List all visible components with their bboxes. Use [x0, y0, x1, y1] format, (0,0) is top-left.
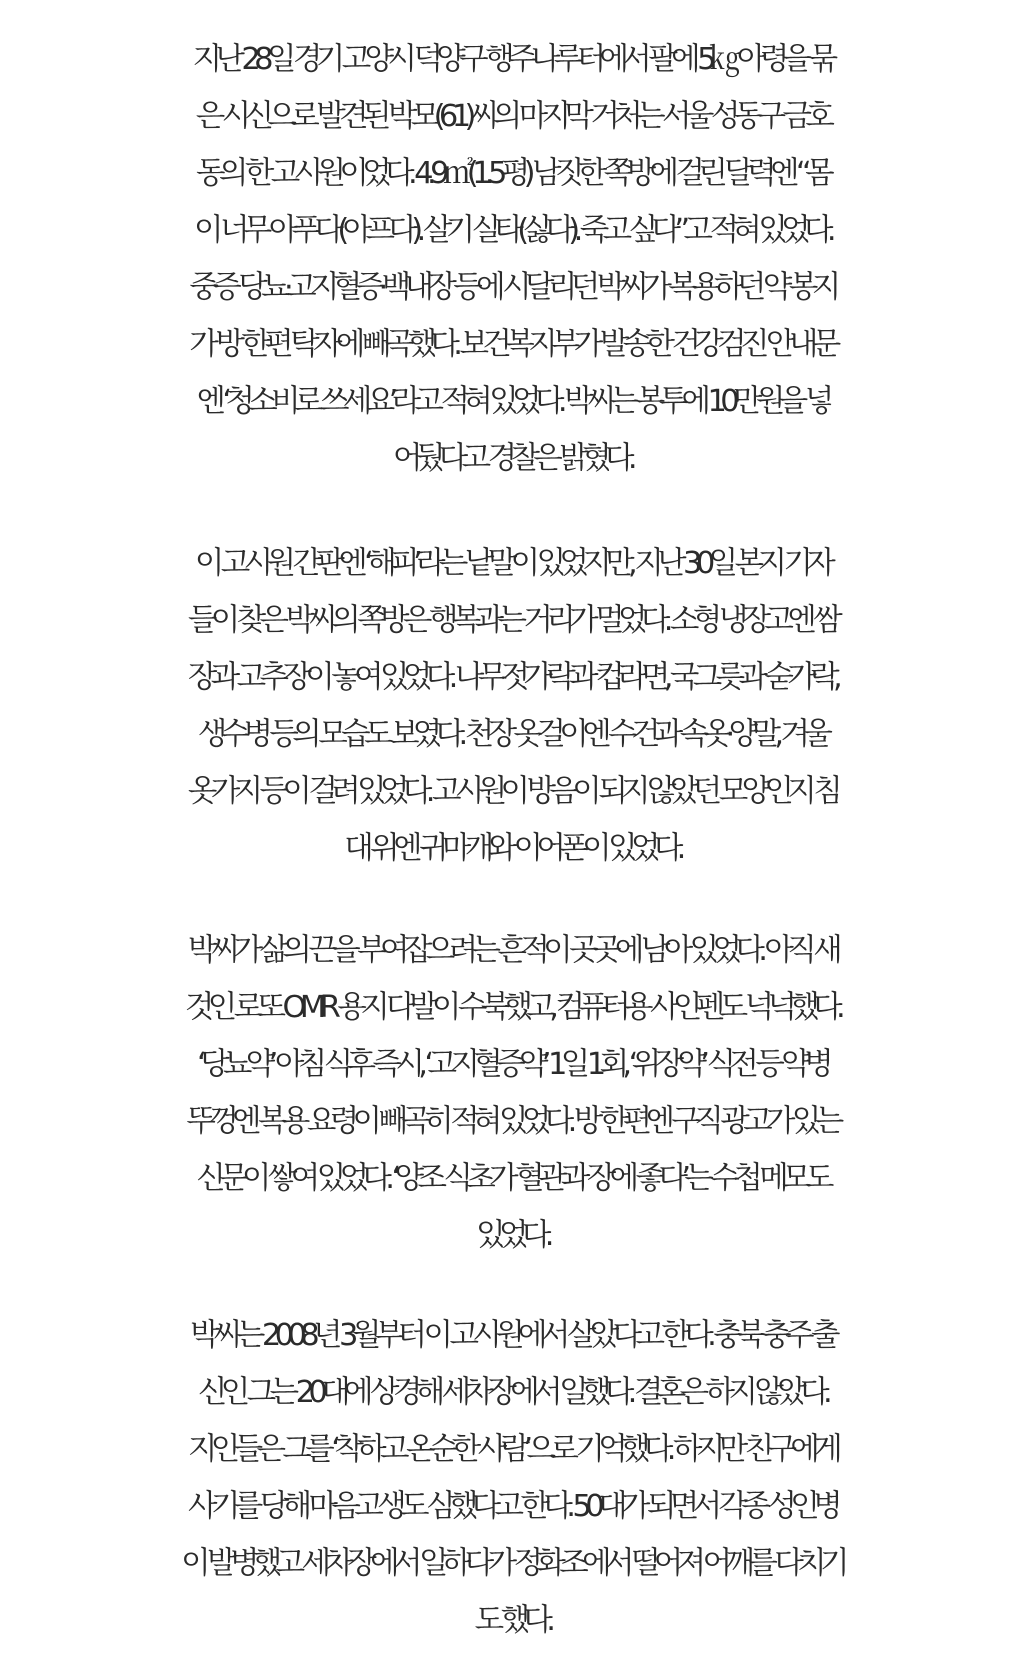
text-line: 엔 ‘청소비로 쓰세요’라고 적혀 있었다. 박씨는 봉투에 10만원을 넣 [196, 384, 828, 419]
text-line: 생수병 등의 모습도 보였다. 천장 옷걸이엔 수건과 속옷·양말, 겨울 [197, 717, 827, 752]
text-line: 이 고시원 간판엔 ‘해피’라는 낱말이 있었지만, 지난 30일 본지 기자 [194, 546, 830, 581]
text-line: 신문이 쌓여 있었다. ‘양조 식초가 혈관과 장에 좋다’는 수첩 메모도 [196, 1161, 828, 1196]
text-line: 사기를 당해 마음고생도 심했다고 한다. 50대가 되면서 각종 성인병 [188, 1489, 836, 1524]
paragraph [0, 1307, 1024, 1649]
text-line: ‘당뇨약’ 아침 식후 즉시, ‘고지혈증약’ 1일 1회, ‘위장약’ 식전 등 약병 [196, 1047, 828, 1082]
text-line: 중증 당뇨·고지혈증·백내장 등에 시달리던 박씨가 복용하던 약 봉지 [189, 270, 835, 305]
paragraph [0, 31, 1024, 487]
text-line: 신인 그는 20대에 상경해 세차장에서 일했다. 결혼은 하지 않았다. [197, 1375, 827, 1410]
text-line: 지인들은 그를 ‘착하고 온순한 사람’으로 기억했다. 하지만 친구에게 [187, 1432, 837, 1467]
text-line: 옷가지 등이 걸려 있었다. 고시원이 방음이 되지 않았던 모양인지 침 [187, 774, 837, 809]
text-line: 지난 28일 경기 고양시 덕양구 행주나루터에서 팔에 5㎏ 아령을 묶 [192, 42, 832, 77]
paragraph [0, 922, 1024, 1264]
text-line: 이 발병했고 세차장에서 일하다가 정화조에서 떨어져 어깨를 다치기 [181, 1546, 843, 1581]
text-line: 도 했다. [474, 1603, 550, 1638]
text-line: 박씨가 삶의 끈을 부여잡으려는 흔적이 곳곳에 남아 있었다. 아직 새 [187, 933, 837, 968]
text-line: 이 너무 아푸다(아프다). 살기 실타(싫다). 죽고 싶다”고 적혀 있었다. [193, 213, 831, 248]
text-line: 들이 찾은 박씨의 쪽방은 행복과는 거리가 멀었다. 소형 냉장고엔 쌈 [187, 603, 837, 638]
paragraph [0, 535, 1024, 877]
text-line: 대 위엔 귀마개와 이어폰이 있었다. [344, 831, 680, 866]
text-line: 박씨는 2008년 3월부터 이 고시원에서 살았다고 한다. 충북 충주 출 [190, 1318, 834, 1353]
text-line: 은 시신으로 발견된 박모(61)씨의 마지막 거처는 서울 성동구 금호 [195, 99, 829, 134]
text-line: 어뒀다고 경찰은 밝혔다. [393, 441, 631, 476]
text-line: 가 방 한편 탁자에 빼곡했다. 보건복지부가 발송한 건강검진 안내문 [189, 327, 835, 362]
text-line: 뚜껑엔 복용 요령이 빼곡히 적혀 있었다. 방 한편엔 구직 광고가 있는 [186, 1104, 838, 1139]
text-line: 것인 로또 OMR 용지 다발이 수북했고, 컴퓨터용 사인펜도 넉넉했다. [184, 990, 840, 1025]
text-line: 장과 고추장이 놓여 있었다. 나무젓가락과 컵라면, 국그릇과 숟가락, [187, 660, 837, 695]
text-line: 있었다. [476, 1218, 548, 1253]
text-line: 동의 한 고시원이었다. 4.9㎡(1.5평) 남짓한 쪽방에 걸린 달력엔 “몸 [196, 156, 828, 191]
